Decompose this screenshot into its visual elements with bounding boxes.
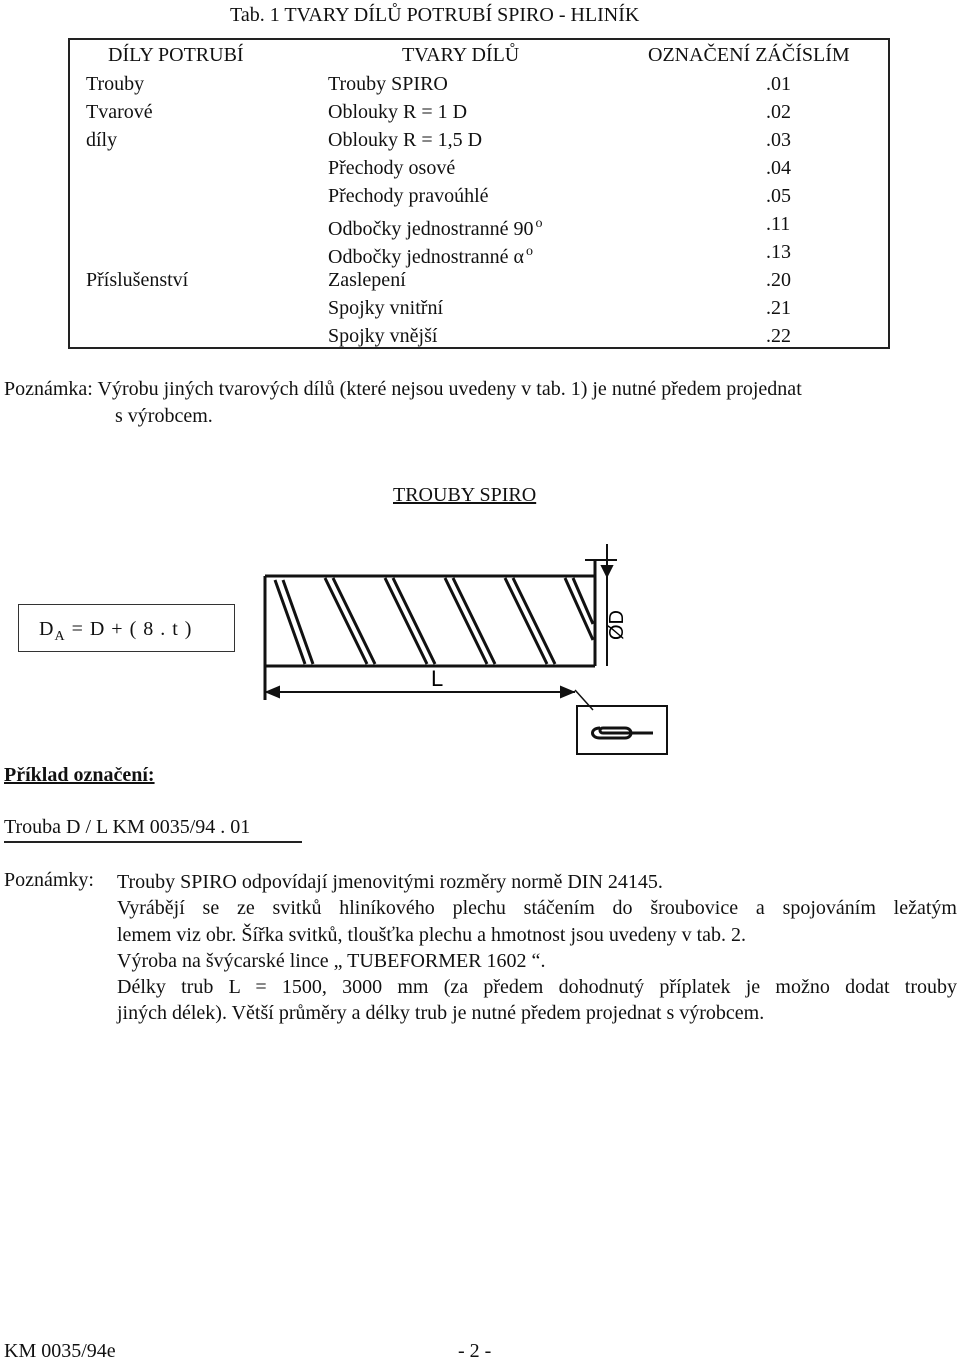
notes-line: Trouby SPIRO odpovídají jmenovitými rozměry normě DIN 24145. bbox=[117, 871, 663, 893]
shape-row: Oblouky R = 1 D bbox=[328, 101, 468, 123]
code-cell: .04 bbox=[766, 157, 791, 179]
footer-doc-id: KM 0035/94e bbox=[4, 1340, 116, 1362]
table-caption: Tab. 1 TVARY DÍLŮ POTRUBÍ SPIRO - HLINÍK bbox=[230, 4, 640, 26]
formula-rest: = D + ( 8 . t ) bbox=[65, 618, 193, 640]
note-line-2: s výrobcem. bbox=[115, 405, 213, 427]
notes-line: jiných délek). Větší průměry a délky trub je nutné předem projednat s výrobcem. bbox=[117, 1002, 765, 1025]
dimension-arrow bbox=[267, 687, 279, 697]
code-cell: .03 bbox=[766, 129, 791, 151]
parts-table bbox=[68, 38, 890, 349]
length-label: L bbox=[431, 666, 444, 691]
shape-row: Trouby SPIRO bbox=[328, 73, 448, 95]
shape-row: Přechody osové bbox=[328, 157, 456, 179]
shape-row: Odbočky jednostranné α $^o$ bbox=[328, 244, 533, 268]
seam-line bbox=[385, 578, 435, 664]
header-parts: DÍLY POTRUBÍ bbox=[108, 44, 244, 66]
notes-body bbox=[117, 869, 957, 1027]
code-cell: .05 bbox=[766, 185, 791, 207]
seam-profile-icon bbox=[593, 728, 654, 738]
code-cell: .01 bbox=[766, 73, 791, 95]
example-designation: Trouba D / L KM 0035/94 . 01 bbox=[4, 816, 302, 843]
notes-line: lemem viz obr. Šířka svitků, tloušťka plechu a hmotnost jsou uvedeny v tab. 2. bbox=[117, 923, 747, 946]
code-cell: .11 bbox=[766, 213, 791, 235]
group-fittings-2: díly bbox=[86, 129, 118, 151]
code-cell: .20 bbox=[766, 269, 791, 291]
parts-column bbox=[86, 40, 244, 294]
seam-line bbox=[505, 578, 555, 664]
formula-box bbox=[18, 604, 235, 652]
shape-row: Zaslepení bbox=[328, 269, 406, 291]
shape-row: Oblouky R = 1,5 D bbox=[328, 129, 483, 151]
section-title: TROUBY SPIRO bbox=[393, 484, 537, 506]
example-title: Příklad označení: bbox=[4, 764, 155, 786]
dimension-arrow bbox=[561, 687, 573, 697]
seam-line bbox=[275, 580, 313, 664]
group-fittings-1: Tvarové bbox=[86, 101, 153, 123]
diameter-label: ØD bbox=[606, 610, 628, 640]
header-shapes: TVARY DÍLŮ bbox=[402, 44, 520, 66]
code-cell: .13 bbox=[766, 241, 791, 263]
group-accessories: Příslušenství bbox=[86, 269, 189, 291]
formula-sub: A bbox=[54, 629, 66, 644]
code-cell: .22 bbox=[766, 325, 791, 347]
group-pipes: Trouby bbox=[86, 73, 145, 95]
notes-line: Délky trub L = 1500, 3000 mm (za předem dohodnutý příplatek je možno dodat trouby bbox=[117, 976, 957, 999]
shape-row: Přechody pravoúhlé bbox=[328, 185, 489, 207]
notes-label: Poznámky: bbox=[4, 869, 94, 891]
codes-column bbox=[570, 40, 886, 350]
code-cell: .21 bbox=[766, 297, 791, 319]
code-cell: .02 bbox=[766, 101, 791, 123]
note-line-1: Poznámka: Výrobu jiných tvarových dílů (které nejsou uvedeny v tab. 1) je nutné předem projednat bbox=[4, 378, 802, 400]
shape-row: Spojky vnitřní bbox=[328, 297, 444, 319]
footer-page-number: - 2 - bbox=[458, 1340, 492, 1362]
seam-detail-box bbox=[577, 706, 667, 754]
shapes-column bbox=[328, 40, 543, 350]
seam-line bbox=[445, 578, 495, 664]
formula-d: D bbox=[39, 618, 55, 640]
notes-line: Vyrábějí se ze svitků hliníkového plechu stáčením do šroubovice a spojováním ležatým bbox=[117, 897, 957, 920]
seam-line bbox=[325, 578, 375, 664]
notes-line: Výroba na švýcarské lince „ TUBEFORMER 1602 “. bbox=[117, 949, 546, 972]
shape-row: Odbočky jednostranné 90 $^o$ bbox=[328, 216, 543, 240]
header-codes: OZNAČENÍ ZÁČÍSLÍM bbox=[648, 44, 850, 66]
shape-row: Spojky vnější bbox=[328, 325, 438, 347]
spiro-pipe-drawing bbox=[255, 540, 675, 760]
seam-line bbox=[565, 578, 593, 640]
dimension-arrow bbox=[602, 566, 612, 576]
